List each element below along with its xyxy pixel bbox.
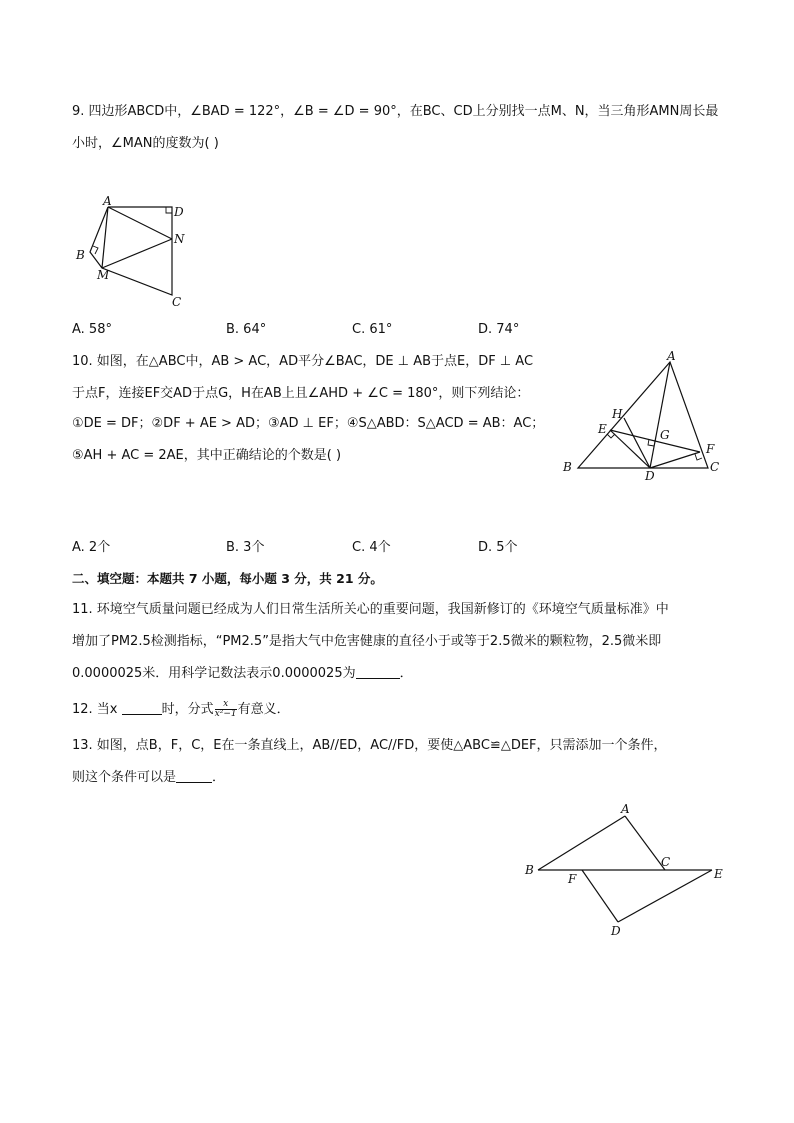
q10-option-b[interactable]: B. 3个 xyxy=(226,540,265,555)
q9-label-b: B xyxy=(76,248,85,262)
q9-line2: 小时，∠MAN的度数为( ) xyxy=(72,136,219,151)
q13-label-b: B xyxy=(525,863,534,877)
q10-line-hd xyxy=(624,418,650,468)
q13-line-ac xyxy=(625,816,665,870)
q12-fraction xyxy=(215,700,237,719)
q11-answer-blank[interactable] xyxy=(356,664,400,679)
q13-line-de xyxy=(618,870,712,922)
q10-triangle xyxy=(578,362,708,468)
q10-label-a: A xyxy=(667,350,676,363)
q13-line1: 13. 如图，点B，F，C，E在一条直线上，AB//ED，AC//FD，要使△ABC≌△DEF，只需添加一个条件， xyxy=(72,738,667,753)
q10-option-a[interactable]: A. 2个 xyxy=(72,540,111,555)
q9-right-angle-b xyxy=(93,246,98,254)
q10-right-angle-f xyxy=(695,454,702,460)
q12-fraction-denominator: x²−1 xyxy=(214,709,237,719)
q10-option-c[interactable]: C. 4个 xyxy=(352,540,391,555)
q11-line2: 增加了PM2.5检测指标，“PM2.5”是指大气中危害健康的直径小于或等于2.5微米的颗粒物，2.5微米即 xyxy=(72,634,662,649)
q13-figure xyxy=(520,800,730,940)
q13-line2-end: ． xyxy=(212,770,226,785)
q9-label-d: D xyxy=(174,205,184,219)
q10-label-e: E xyxy=(598,422,607,436)
q10-label-d: D xyxy=(645,469,655,480)
q11-line3-end: ． xyxy=(399,666,413,681)
q9-line-am xyxy=(102,207,108,268)
q10-right-angle-e xyxy=(607,434,615,438)
q9-option-a[interactable]: A. 58° xyxy=(72,322,112,337)
q13-line2-text: 则这个条件可以是 xyxy=(72,770,177,785)
q10-option-d[interactable]: D. 5个 xyxy=(478,540,518,555)
q9-label-a: A xyxy=(103,195,112,208)
q12-fraction-numerator: x xyxy=(215,700,237,710)
q13-label-f: F xyxy=(568,872,577,886)
section-heading: 二、填空题：本题共 7 小题，每小题 3 分，共 21 分。 xyxy=(72,571,383,586)
q9-option-d[interactable]: D. 74° xyxy=(478,322,520,337)
q12-middle: 时，分式 xyxy=(161,702,214,717)
q13-line2 xyxy=(72,768,225,788)
q10-line-ef xyxy=(610,430,700,452)
q10-line-df xyxy=(650,452,700,468)
q9-line-mn xyxy=(102,239,172,268)
q12-suffix: 有意义． xyxy=(237,702,290,717)
q10-line1: 10. 如图，在△ABC中，AB > AC，AD平分∠BAC，DE ⊥ AB于点E，DF ⊥ AC xyxy=(72,354,534,369)
q12-line xyxy=(72,700,290,720)
q13-label-c: C xyxy=(661,855,671,869)
q9-line-an xyxy=(108,207,172,239)
q13-label-d: D xyxy=(611,924,621,938)
q9-label-c: C xyxy=(172,295,182,309)
q9-figure xyxy=(70,195,200,310)
q9-option-b[interactable]: B. 64° xyxy=(226,322,267,337)
q13-answer-blank[interactable] xyxy=(176,768,212,783)
q10-line-ad xyxy=(650,362,670,468)
q10-label-f: F xyxy=(706,442,715,456)
q12-prefix: 12. 当x xyxy=(72,702,118,717)
q10-line4: ⑤AH + AC = 2AE，其中正确结论的个数是( ) xyxy=(72,448,342,463)
q13-label-a: A xyxy=(621,802,630,816)
q10-label-h: H xyxy=(612,407,623,421)
q9-label-n: N xyxy=(174,232,185,246)
q10-label-c: C xyxy=(710,460,720,474)
q9-right-angle-d xyxy=(166,207,172,213)
q13-line-ab xyxy=(538,816,625,870)
q13-label-e: E xyxy=(714,867,723,881)
q10-line2: 于点F，连接EF交AD于点G，H在AB上且∠AHD + ∠C = 180°，则下列结论： xyxy=(72,386,530,401)
q10-label-b: B xyxy=(563,460,572,474)
q10-label-g: G xyxy=(660,428,670,442)
q9-line1: 9. 四边形ABCD中，∠BAD = 122°，∠B = ∠D = 90°，在BC、CD上分别找一点M、N，当三角形AMN周长最 xyxy=(72,104,719,119)
q10-line-de xyxy=(610,430,650,468)
q9-label-m: M xyxy=(97,268,110,282)
q11-line3-text: 0.0000025米．用科学记数法表示0.0000025为 xyxy=(72,666,356,681)
q12-answer-blank[interactable] xyxy=(122,700,162,715)
q9-option-c[interactable]: C. 61° xyxy=(352,322,393,337)
q13-line-fd xyxy=(582,870,618,922)
q10-line3: ①DE = DF；②DF + AE > AD；③AD ⊥ EF；④S△ABD：S△ACD = AB：AC； xyxy=(72,416,545,431)
q10-figure xyxy=(558,350,728,480)
q11-line1: 11. 环境空气质量问题已经成为人们日常生活所关心的重要问题，我国新修订的《环境空气质量标准》中 xyxy=(72,602,669,617)
q11-line3 xyxy=(72,664,413,684)
